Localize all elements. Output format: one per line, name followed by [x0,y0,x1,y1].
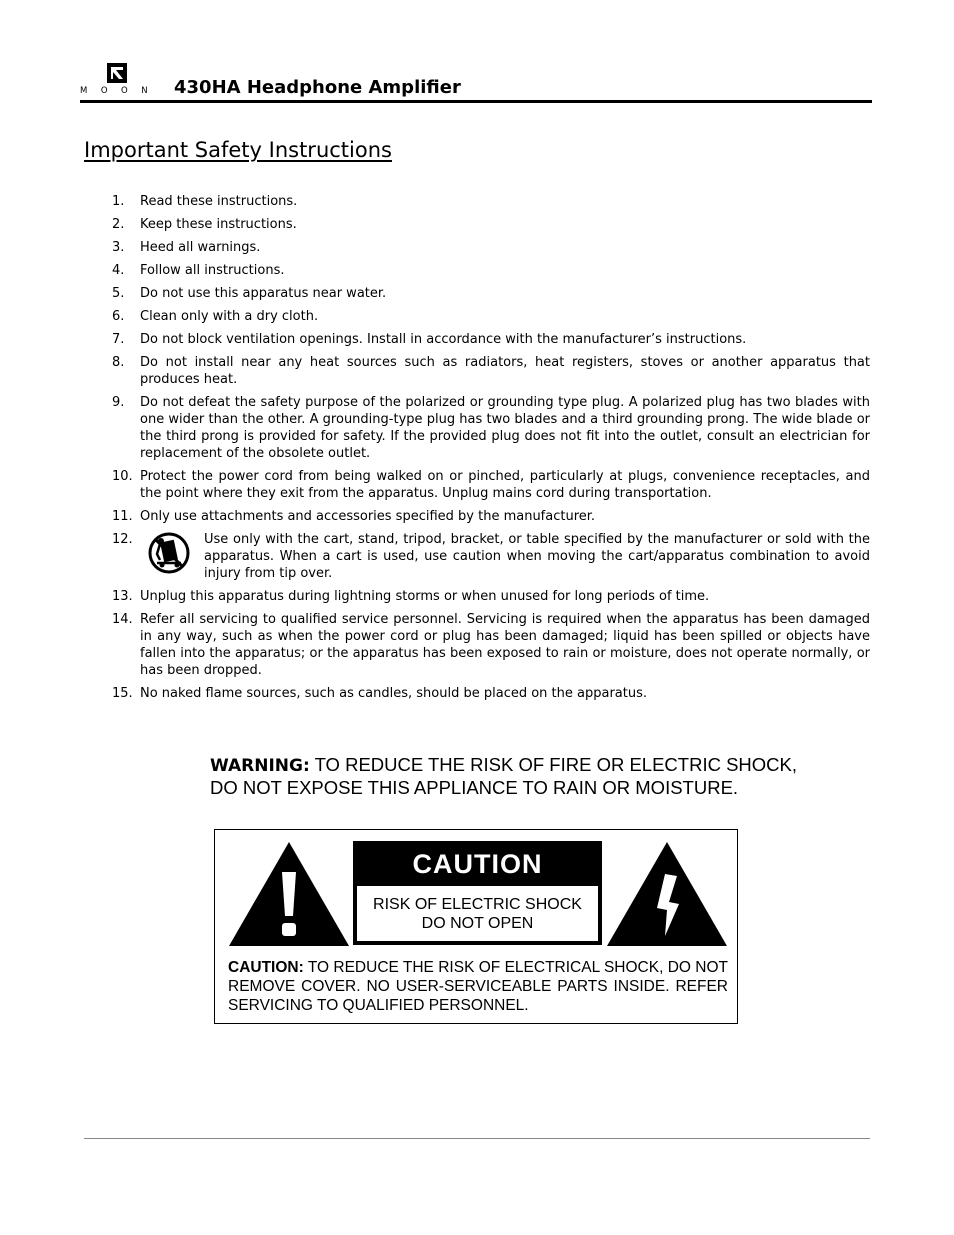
item-number: 6. [112,309,125,324]
item-number: 10. [112,469,133,484]
warning-line-2: DO NOT EXPOSE THIS APPLIANCE TO RAIN OR MOISTURE. [210,777,739,798]
section-title: Important Safety Instructions [84,138,392,162]
list-item [108,468,870,502]
item-text: Do not install near any heat sources such as radiators, heat registers, stoves or another apparatus that produces heat. [140,355,870,387]
item-text: Do not defeat the safety purpose of the polarized or grounding type plug. A polarized plug has two blades with one wider than the other. A grounding-type plug has two blades and a third grounding prong. The wide blade or the third prong is provided for safety. If the provided plug does not fit into the outlet, consult an electrician for replacement of the obsolete outlet. [140,395,870,461]
item-text: Clean only with a dry cloth. [140,309,319,324]
item-text: Protect the power cord from being walked on or pinched, particularly at plugs, convenience receptacles, and the point where they exit from the apparatus. Unplug mains cord during transportation. [140,469,870,501]
caution-panel [353,841,602,945]
list-item [108,193,870,210]
warning-label: WARNING: [210,756,310,776]
footer-divider [84,1138,870,1139]
moon-logo-icon [106,62,128,84]
list-item [108,239,870,256]
moon-logo [80,60,162,98]
item-text: Use only with the cart, stand, tripod, bracket, or table specified by the manufacturer or sold with the apparatus. When a cart is used, use caution when moving the cart/apparatus combination to avoid injury from tip over. [204,532,870,581]
logo-text: MOON [80,86,162,96]
exclamation-triangle-icon [227,840,351,948]
caution-text-label: CAUTION: [228,959,304,976]
list-item [108,308,870,325]
item-number: 9. [112,395,125,410]
header-divider [80,100,872,103]
caution-text [228,958,728,1015]
item-number: 8. [112,355,125,370]
list-item [108,611,870,679]
item-number: 14. [112,612,133,627]
document-title: 430HA Headphone Amplifier [174,77,461,98]
item-number: 13. [112,589,133,604]
item-text: Follow all instructions. [140,263,285,278]
caution-inner-box [357,886,598,941]
warning-notice [210,754,810,799]
item-number: 7. [112,332,125,347]
item-number: 11. [112,509,133,524]
item-text: Do not block ventilation openings. Install in accordance with the manufacturer’s instructions. [140,332,747,347]
item-text: Do not use this apparatus near water. [140,286,387,301]
caution-title: CAUTION [412,849,543,879]
list-item [108,685,870,702]
caution-text-body: TO REDUCE THE RISK OF ELECTRICAL SHOCK, DO NOT REMOVE COVER. NO USER-SERVICEABLE PARTS INSIDE. REFER SERVICING TO QUALIFIED PERSONNEL. [228,959,728,1014]
item-text: Keep these instructions. [140,217,297,232]
list-item [108,394,870,462]
list-item [108,262,870,279]
item-text: Refer all servicing to qualified service personnel. Servicing is required when the apparatus has been damaged in any way, such as when the power cord or plug has been damaged; liquid has been spilled or objects have fallen into the apparatus; or the apparatus has been exposed to rain or moisture, does not operate normally, or has been dropped. [140,612,870,678]
list-item [108,588,870,605]
caution-line-2: DO NOT OPEN [421,915,534,932]
item-text: Only use attachments and accessories specified by the manufacturer. [140,509,596,524]
item-text: No naked flame sources, such as candles, should be placed on the apparatus. [140,686,647,701]
list-item [108,285,870,302]
item-number: 4. [112,263,125,278]
item-number: 1. [112,194,125,209]
list-item [108,216,870,233]
list-item [108,331,870,348]
list-item [108,531,870,582]
cart-tip-over-warning-icon [148,532,190,574]
list-item [108,508,870,525]
item-text: Unplug this apparatus during lightning storms or when unused for long periods of time. [140,589,710,604]
item-text: Heed all warnings. [140,240,261,255]
item-number: 2. [112,217,125,232]
caution-line-1: RISK OF ELECTRIC SHOCK [373,896,582,913]
item-text: Read these instructions. [140,194,298,209]
item-number: 5. [112,286,125,301]
lightning-triangle-icon [605,840,729,948]
caution-label [214,829,738,1024]
item-number: 12. [112,532,133,547]
page-header [80,60,872,104]
item-number: 3. [112,240,125,255]
item-number: 15. [112,686,133,701]
safety-instructions-list [108,193,870,708]
warning-line-1: TO REDUCE THE RISK OF FIRE OR ELECTRIC SHOCK, [309,754,798,775]
list-item [108,354,870,388]
